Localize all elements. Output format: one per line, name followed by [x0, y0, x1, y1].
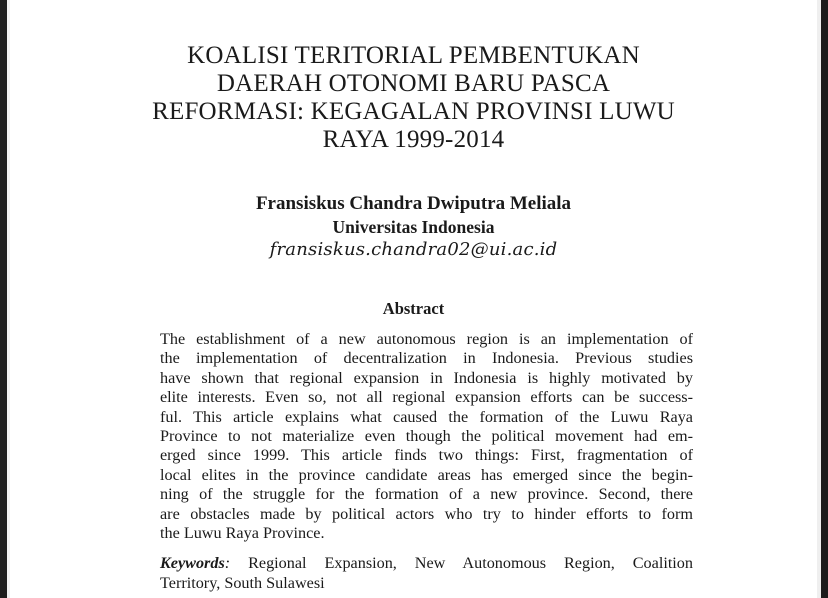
viewer-page-edge-right [817, 0, 821, 598]
keywords-line: Territory, South Sulawesi [160, 574, 325, 592]
abstract-line: local elites in the province candidate areas has emerged since the begin- [160, 465, 693, 484]
document-page [10, 0, 817, 598]
abstract-line: Province to not materialize even though the political movement had em- [160, 427, 693, 446]
author-email: fransiskus.chandra02@ui.ac.id [269, 239, 558, 260]
abstract-body [160, 330, 693, 543]
abstract-line: The establishment of a new autonomous region is an implementation of [160, 330, 693, 348]
author-affiliation: Universitas Indonesia [332, 217, 495, 237]
abstract-line: ful. This article explains what caused the formation of the Luwu Raya [160, 407, 693, 426]
abstract-line: have shown that regional expansion in Indonesia is highly motivated by [160, 368, 693, 387]
paper-title [10, 42, 817, 154]
keywords-separator: : [224, 554, 231, 572]
title-line: DAERAH OTONOMI BARU PASCA [216, 70, 611, 97]
abstract-line: the implementation of decentralization in Indonesia. Previous studies [160, 349, 693, 368]
abstract-line: elite interests. Even so, not all regional expansion efforts can be success- [160, 388, 693, 407]
author-name: Fransiskus Chandra Dwiputra Meliala [255, 193, 572, 214]
title-line: KOALISI TERITORIAL PEMBENTUKAN [187, 42, 640, 69]
title-line: RAYA 1999-2014 [322, 126, 505, 153]
abstract-line: ning of the struggle for the formation of a new province. Second, there [160, 485, 693, 504]
abstract-line: the Luwu Raya Province. [160, 524, 325, 543]
keywords [160, 553, 693, 593]
keywords-list: Regional Expansion, New Autonomous Region, Coalition [230, 554, 693, 572]
keywords-line [160, 553, 693, 573]
title-line: REFORMASI: KEGAGALAN PROVINSI LUWU [152, 98, 675, 125]
abstract-line: erged since 1999. This article finds two things: First, fragmentation of [160, 446, 693, 465]
abstract-heading: Abstract [382, 299, 445, 318]
keywords-label: Keywords [160, 554, 225, 572]
abstract-line: are obstacles made by political actors who try to hinder efforts to form [160, 504, 693, 523]
